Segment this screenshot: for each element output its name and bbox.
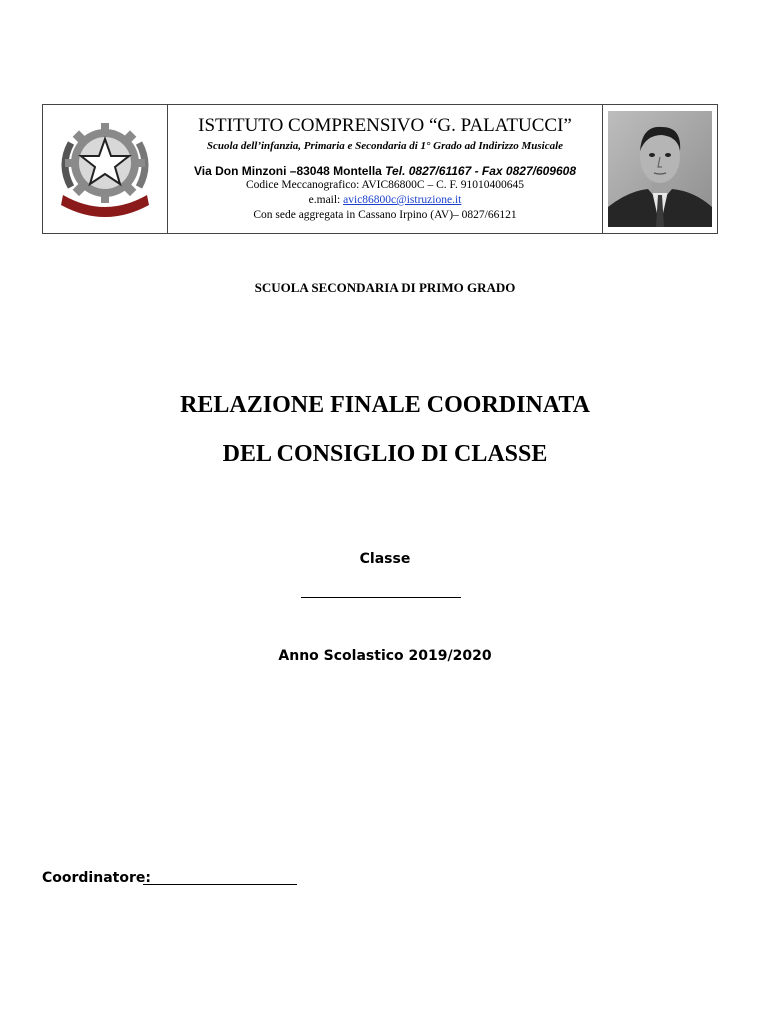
email-label: e.mail: [308,194,341,206]
institute-info [168,105,603,233]
institute-address [168,164,602,178]
institute-subtitle: Scuola dell’infanzia, Primaria e Secondaria di 1° Grado ad Indirizzo Musicale [206,140,564,152]
document-title-line1: RELAZIONE FINALE COORDINATA [180,392,590,418]
school-level: SCUOLA SECONDARIA DI PRIMO GRADO [254,280,516,295]
coordinatore-fill-line [143,884,297,885]
coordinatore-label: Coordinatore: [42,870,151,886]
institute-codes: Codice Meccanografico: AVIC86800C – C. F. 91010400645 [245,179,525,191]
emblem-cell [43,105,168,233]
address-text: Via Don Minzoni –83048 Montella [194,164,382,178]
phone-fax-text: Tel. 0827/61167 - Fax 0827/609608 [385,164,576,178]
institute-branch: Con sede aggregata in Cassano Irpino (AV)– 0827/66121 [253,209,517,221]
letterhead [42,104,718,234]
classe-fill-line [301,597,461,598]
institute-name: ISTITUTO COMPRENSIVO “G. PALATUCCI” [198,115,572,136]
classe-label: Classe [359,551,411,567]
school-year: Anno Scolastico 2019/2020 [278,648,492,664]
email-link[interactable]: avic86800c@istruzione.it [343,194,462,206]
photo-cell [603,105,717,233]
institute-email-line [168,193,602,208]
document-title-line2: DEL CONSIGLIO DI CLASSE [222,441,548,467]
italian-republic-emblem-icon [53,117,157,221]
portrait-photo-icon [608,111,712,227]
